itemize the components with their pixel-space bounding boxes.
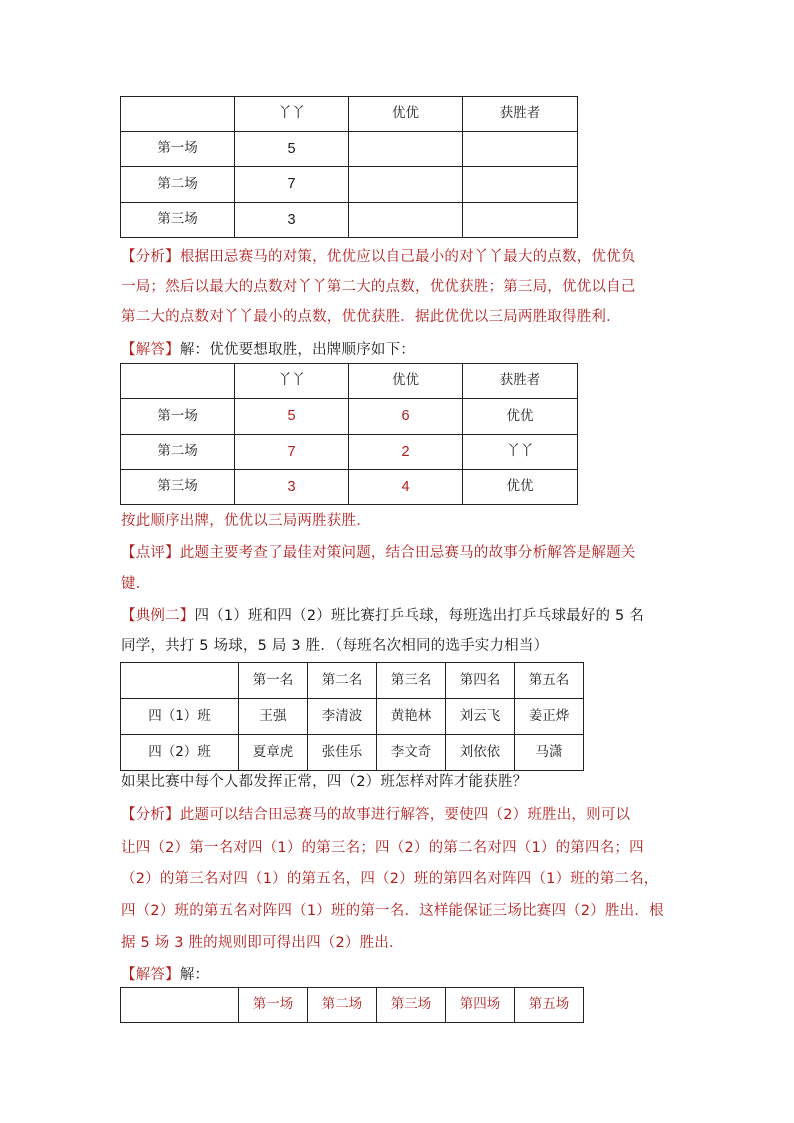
table-1-header-cell: 获胜者 [463,97,578,132]
table-1-cell [463,203,578,238]
table-1-cell [349,167,463,203]
table-3-cell: 夏章虎 [239,735,308,771]
analysis-2-text: 此题可以结合田忌赛马的故事进行解答，要使四（2）班胜出，则可以 [179,807,631,823]
table-3-cell: 马潇 [515,735,584,771]
answer-tag: 【解答】 [121,967,180,983]
table-2-cell: 3 [235,470,349,505]
conclusion-1: 按此顺序出牌，优优以三局两胜获胜． [121,513,371,529]
table-2-cell: 第三场 [121,470,235,505]
table-1-cell: 第一场 [121,132,235,167]
table-3-cell: 黄艳林 [377,699,446,735]
table-3-header-row [121,663,584,699]
table-1-header-row [121,97,578,132]
comment-line [121,544,636,562]
table-2-cell: 第二场 [121,435,235,470]
table-2-cell: 第一场 [121,399,235,435]
table-row [121,435,578,470]
table-3-cell: 张佳乐 [308,735,377,771]
table-2 [120,363,578,505]
example-2-line: 同学，共打 5 场球，5 局 3 胜．（每班名次相同的选手实力相当） [121,638,549,654]
table-2-cell: 丫丫 [463,435,578,470]
answer-2-text: 解： [179,967,210,983]
table-2-header-cell: 优优 [349,364,463,399]
table-3-cell: 刘云飞 [446,699,515,735]
table-1-header-cell: 优优 [349,97,463,132]
table-2-cell: 2 [349,435,463,470]
table-4-header-cell: 第一场 [239,988,308,1023]
comment-tag: 【点评】 [121,545,180,561]
answer-1-line [121,341,415,359]
analysis-1-line: 一局；然后以最大的点数对丫丫第二大的点数，优优获胜；第三局，优优以自己 [121,279,636,295]
table-3-header-cell: 第五名 [515,663,584,699]
answer-tag: 【解答】 [121,342,180,358]
table-row [121,399,578,435]
table-2-cell: 6 [349,399,463,435]
table-4-header-cell: 第二场 [308,988,377,1023]
table-3-cell: 李清波 [308,699,377,735]
analysis-tag: 【分析】 [121,249,180,265]
table-4-header-row [121,988,584,1023]
table-1-cell [349,203,463,238]
table-2-header-cell [121,364,235,399]
analysis-tag: 【分析】 [121,807,180,823]
answer-2-line [121,966,209,984]
table-row [121,470,578,505]
analysis-2-line: 四（2）班的第五名对阵四（1）班的第一名．这样能保证三场比赛四（2）胜出．根 [121,903,664,919]
table-1-header-cell: 丫丫 [235,97,349,132]
analysis-2-line: （2）的第三名对四（1）的第五名，四（2）班的第四名对阵四（1）班的第二名， [121,871,659,887]
table-row [121,699,584,735]
table-2-cell: 优优 [463,470,578,505]
table-4-header-cell [121,988,239,1023]
table-4-header-cell: 第五场 [515,988,584,1023]
analysis-1-line [121,248,636,266]
table-1 [120,96,578,238]
table-3-cell: 王强 [239,699,308,735]
table-3-cell: 姜正烨 [515,699,584,735]
example-2-line [121,607,644,625]
table-4-header-cell: 第三场 [377,988,446,1023]
table-2-header-cell: 获胜者 [463,364,578,399]
table-1-cell [463,132,578,167]
analysis-2-line: 据 5 场 3 胜的规则即可得出四（2）胜出． [121,935,404,951]
table-4 [120,987,584,1023]
table-1-header-cell [121,97,235,132]
table-3-cell: 四（1）班 [121,699,239,735]
table-3-cell: 四（2）班 [121,735,239,771]
table-3-cell: 刘依依 [446,735,515,771]
table-row [121,735,584,771]
table-row [121,203,578,238]
example-tag: 【典例二】 [121,608,195,624]
table-2-cell: 4 [349,470,463,505]
table-1-cell: 7 [235,167,349,203]
table-1-cell: 5 [235,132,349,167]
table-1-cell: 3 [235,203,349,238]
table-1-cell [463,167,578,203]
example-2-text: 四（1）班和四（2）班比赛打乒乓球，每班选出打乒乓球最好的 5 名 [194,608,644,624]
table-2-cell: 优优 [463,399,578,435]
comment-line: 键． [121,576,151,592]
table-3-header-cell: 第一名 [239,663,308,699]
analysis-1-text: 根据田忌赛马的对策，优优应以自己最小的对丫丫最大的点数，优优负 [179,249,636,265]
table-3-cell: 李文奇 [377,735,446,771]
table-3-header-cell: 第三名 [377,663,446,699]
analysis-2-line: 让四（2）第一名对四（1）的第三名；四（2）的第二名对四（1）的第四名；四 [121,840,644,856]
table-3-header-cell: 第二名 [308,663,377,699]
table-3-header-cell: 第四名 [446,663,515,699]
table-2-header-cell: 丫丫 [235,364,349,399]
table-3 [120,662,584,771]
table-1-cell: 第三场 [121,203,235,238]
table-2-cell: 5 [235,399,349,435]
table-row [121,167,578,203]
table-3-header-cell [121,663,239,699]
answer-1-text: 解：优优要想取胜，出牌顺序如下： [179,342,416,358]
table-4-header-cell: 第四场 [446,988,515,1023]
table-1-cell [349,132,463,167]
question-2: 如果比赛中每个人都发挥正常，四（2）班怎样对阵才能获胜？ [121,774,528,790]
table-1-cell: 第二场 [121,167,235,203]
table-row [121,132,578,167]
table-2-cell: 7 [235,435,349,470]
table-2-header-row [121,364,578,399]
analysis-2-line [121,806,630,824]
comment-text: 此题主要考查了最佳对策问题，结合田忌赛马的故事分析解答是解题关 [179,545,636,561]
analysis-1-line: 第二大的点数对丫丫最小的点数，优优获胜．据此优优以三局两胜取得胜利． [121,309,621,325]
